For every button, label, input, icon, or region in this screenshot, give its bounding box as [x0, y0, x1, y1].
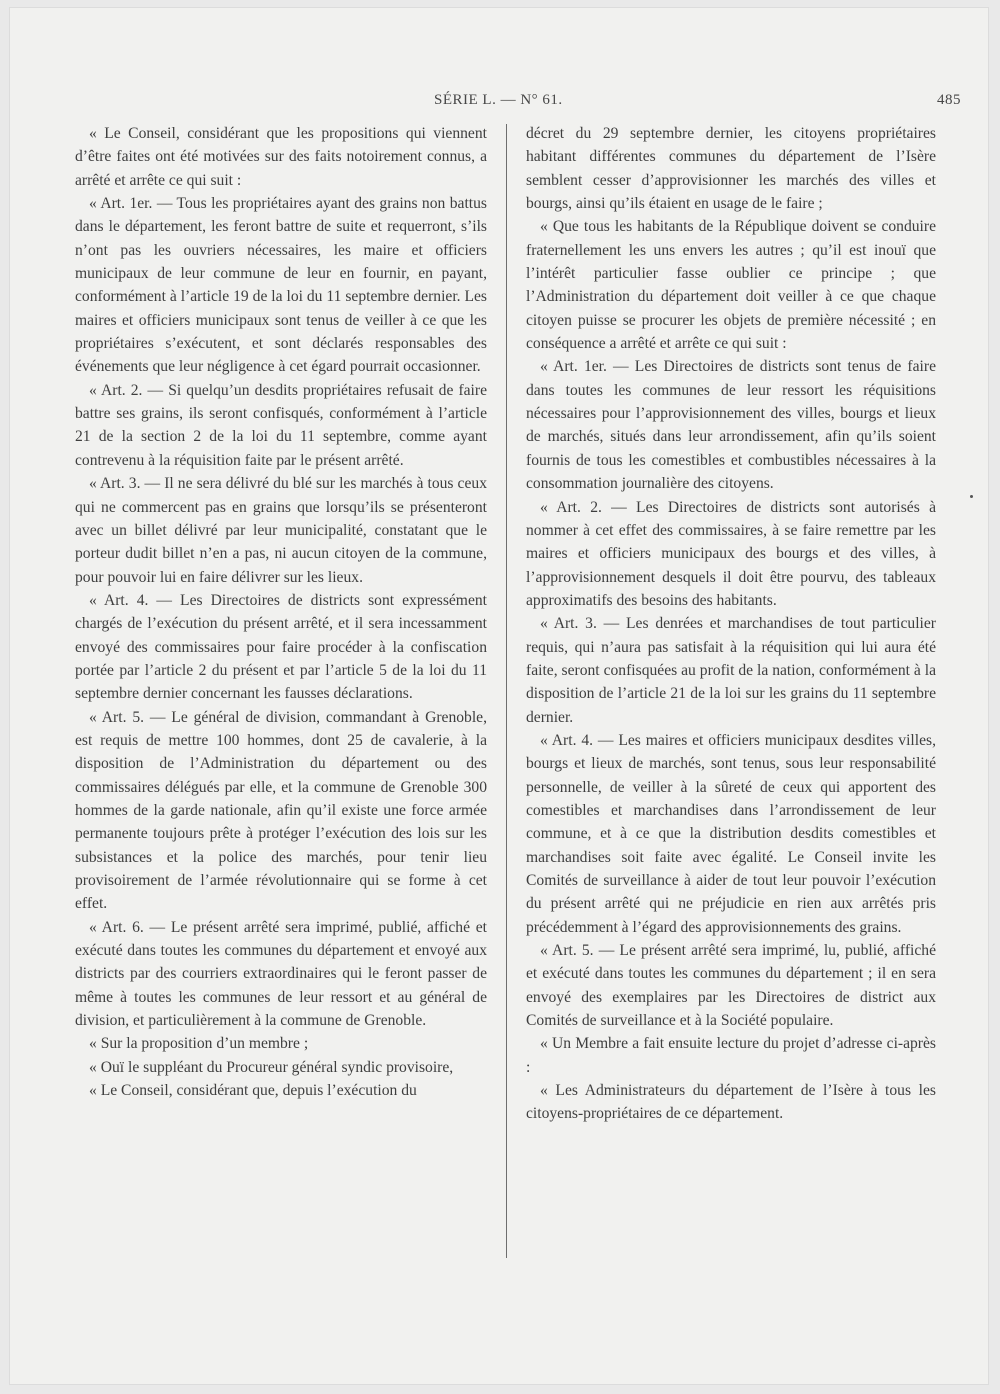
paragraph: « Art. 5. — Le général de division, commandant à Grenoble, est requis de mettre 100 hommes, dont 25 de cavalerie, à la disposition de l’Administration du département ou des commissaires délégués par elle, et la commune de Grenoble 300 hommes de la garde nationale, afin qu’il existe une force armée permanente toujours prête à protéger l’exécution des lois sur les subsistances et la police des marchés, pour tenir lieu provisoirement de l’armée révolutionnaire qui se forme à cet effet. [75, 708, 487, 913]
right-column [526, 122, 936, 1126]
paragraph: « Art. 3. — Il ne sera délivré du blé sur les marchés à tous ceux qui ne commercent pas en grains que lorsqu’ils se présenteront avec un billet délivré par leur municipalité, constatant que le porteur dudit billet n’en a pas, ni aucun citoyen de la commune, pour pouvoir lui en faire délivrer sur les lieux. [75, 475, 487, 586]
paragraph: « Les Administrateurs du département de l’Isère à tous les citoyens-propriétaires de ce département. [526, 1082, 936, 1123]
paragraph: « Art. 1er. — Les Directoires de districts sont tenus de faire dans toutes les communes de leur ressort les réquisitions nécessaires pour l’approvisionnement des villes, bourgs et lieux de marchés, situés dans leur arrondissement, afin qu’ils soient fournis de tous les comestibles et combustibles nécessaires à la consommation journalière des citoyens. [526, 358, 936, 493]
paragraph: « Sur la proposition d’un membre ; [89, 1035, 309, 1053]
paragraph: « Art. 2. — Les Directoires de districts sont autorisés à nommer à cet effet des commissaires, à se faire remettre par les maires et officiers municipaux des bourgs et des villes, à l’approvisionnement desquels il doit être pourvu, des tableaux approximatifs des besoins des habitants. [526, 498, 936, 609]
running-title: SÉRIE L. — N° 61. [434, 92, 563, 108]
paragraph: « Art. 3. — Les denrées et marchandises de tout particulier requis, qui n’aura pas satisfait à la réquisition qui lui aura été faite, seront confisquées au profit de la nation, conformément à la disposition de l’article 21 de la loi sur les grains du 11 septembre dernier. [526, 615, 936, 726]
paragraph: « Art. 2. — Si quelqu’un desdits propriétaires refusait de faire battre ses grains, ils seront confisqués, conformément à l’article 21 de la section 2 de la loi du 11 septembre, comme ayant contrevenu à la réquisition faite par le présent arrêté. [75, 381, 487, 469]
paragraph: « Art. 4. — Les maires et officiers municipaux desdites villes, bourgs et lieux de marchés, sont tenus, sous leur responsabilité personnelle, de veiller à la sûreté de ceux qui apportent des comestibles et marchandises dans l’arrondissement de leur commune, et à ce que la distribution desdits comestibles et marchandises soit faite avec égalité. Le Conseil invite les Comités de surveillance à aider de tout leur pouvoir l’exécution du présent arrêté qui ne préjudicie en rien aux arrêtés pris précédemment à l’égard des approvisionnements des grains. [526, 731, 936, 936]
left-column [75, 122, 487, 1102]
paragraph: « Que tous les habitants de la République doivent se conduire fraternellement les uns envers les autres ; qu’il est inouï que l’intérêt particulier fasse oublier ce principe ; que l’Administration du département doit veiller à ce que chaque citoyen puisse se procurer les objets de première nécessité ; en conséquence a arrêté et arrête ce qui suit : [526, 218, 936, 353]
paragraph: « Art. 1er. — Tous les propriétaires ayant des grains non battus dans le département, les feront battre de suite et requerront, s’ils n’ont pas les ouvriers nécessaires, les maire et officiers municipaux de leur commune de leur en fournir, en payant, conformément à l’article 19 de la loi du 11 septembre dernier. Les maires et officiers municipaux sont tenus de veiller à ce que les propriétaires s’exécutent, et sont déclarés responsables des événements que leur négligence à cet égard pourrait occasionner. [75, 195, 487, 376]
page-header [0, 92, 1000, 112]
paragraph: décret du 29 septembre dernier, les citoyens propriétaires habitant différentes communes du département de l’Isère semblent cesser d’approvisionner les marchés des villes et bourgs, ainsi qu’ils étaient en usage de le faire ; [526, 125, 936, 213]
paragraph: « Le Conseil, considérant que, depuis l’exécution du [89, 1082, 417, 1100]
column-divider [506, 124, 507, 1258]
paragraph: « Un Membre a fait ensuite lecture du projet d’adresse ci-après : [526, 1035, 936, 1076]
page-number: 485 [937, 92, 961, 108]
paragraph: « Le Conseil, considérant que les propositions qui viennent d’être faites ont été motivées sur des faits notoirement connus, a arrêté et arrête ce qui suit : [75, 125, 487, 189]
ink-speck [970, 495, 973, 498]
paragraph: « Ouï le suppléant du Procureur général syndic provisoire, [89, 1058, 454, 1076]
paragraph: « Art. 5. — Le présent arrêté sera imprimé, lu, publié, affiché et exécuté dans toutes les communes du département ; il en sera envoyé des exemplaires par les Directoires de district aux Comités de surveillance et à la Société populaire. [526, 942, 936, 1030]
paragraph: « Art. 6. — Le présent arrêté sera imprimé, publié, affiché et exécuté dans toutes les communes du département et envoyé aux districts par des courriers extraordinaires qui le feront passer de même à toutes les communes de leur ressort et au général de division, et particulièrement à la commune de Grenoble. [75, 918, 487, 1030]
paragraph: « Art. 4. — Les Directoires de districts sont expressément chargés de l’exécution du présent arrêté, et il sera incessamment envoyé des commissaires pour faire procéder à la confiscation portée par l’article 2 du présent et par l’article 5 de la loi du 11 septembre dernier concernant les fausses déclarations. [75, 591, 487, 703]
